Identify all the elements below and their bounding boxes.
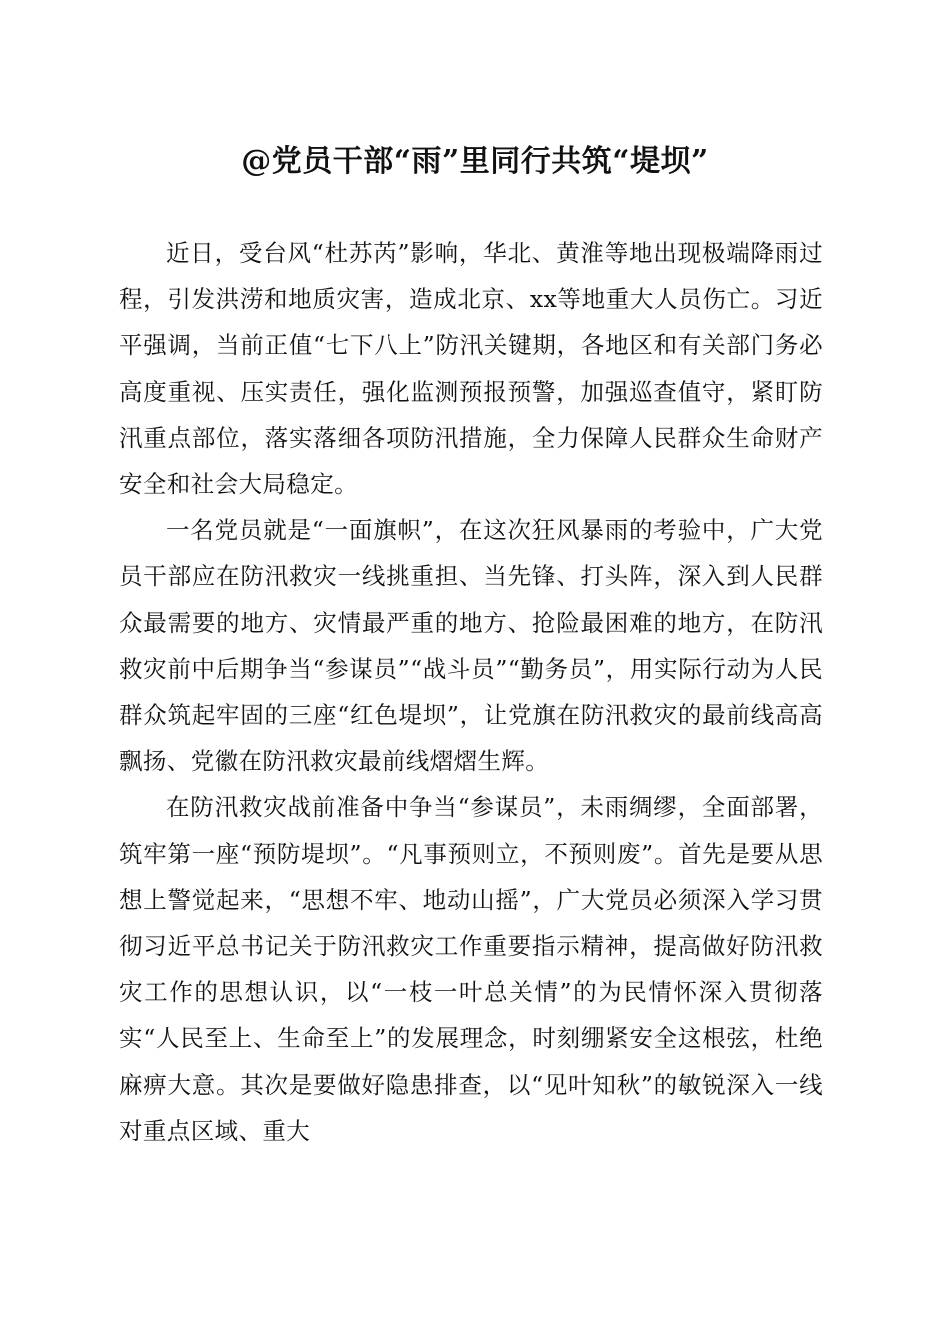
document-body [119, 230, 823, 1154]
paragraph-1: 近日，受台风“杜苏芮”影响，华北、黄淮等地出现极端降雨过程，引发洪涝和地质灾害，造成北京、xx等地重大人员伤亡。习近平强调，当前正值“七下八上”防汛关键期，各地区和有关部门务必高度重视、压实责任，强化监测预报预警，加强巡查值守，紧盯防汛重点部位，落实落细各项防汛措施，全力保障人民群众生命财产安全和社会大局稳定。 [119, 239, 823, 499]
document-title: @党员干部“雨”里同行共筑“堤坝” [241, 144, 709, 179]
paragraph-3: 在防汛救灾战前准备中争当“参谋员”，未雨绸缪，全面部署，筑牢第一座“预防堤坝”。“凡事预则立，不预则废”。首先是要从思想上警觉起来，“思想不牢、地动山摇”，广大党员必须深入学习贯彻习近平总书记关于防汛救灾工作重要指示精神，提高做好防汛救灾工作的思想认识，以“一枝一叶总关情”的为民情怀深入贯彻落实“人民至上、生命至上”的发展理念，时刻绷紧安全这根弦，杜绝麻痹大意。其次是要做好隐患排查，以“见叶知秋”的敏锐深入一线对重点区域、重大 [119, 793, 823, 1145]
paragraph-2: 一名党员就是“一面旗帜”，在这次狂风暴雨的考验中，广大党员干部应在防汛救灾一线挑重担、当先锋、打头阵，深入到人民群众最需要的地方、灾情最严重的地方、抢险最困难的地方，在防汛救灾前中后期争当“参谋员”“战斗员”“勤务员”，用实际行动为人民群众筑起牢固的三座“红色堤坝”，让党旗在防汛救灾的最前线高高飘扬、党徽在防汛救灾最前线熠熠生辉。 [119, 516, 823, 776]
